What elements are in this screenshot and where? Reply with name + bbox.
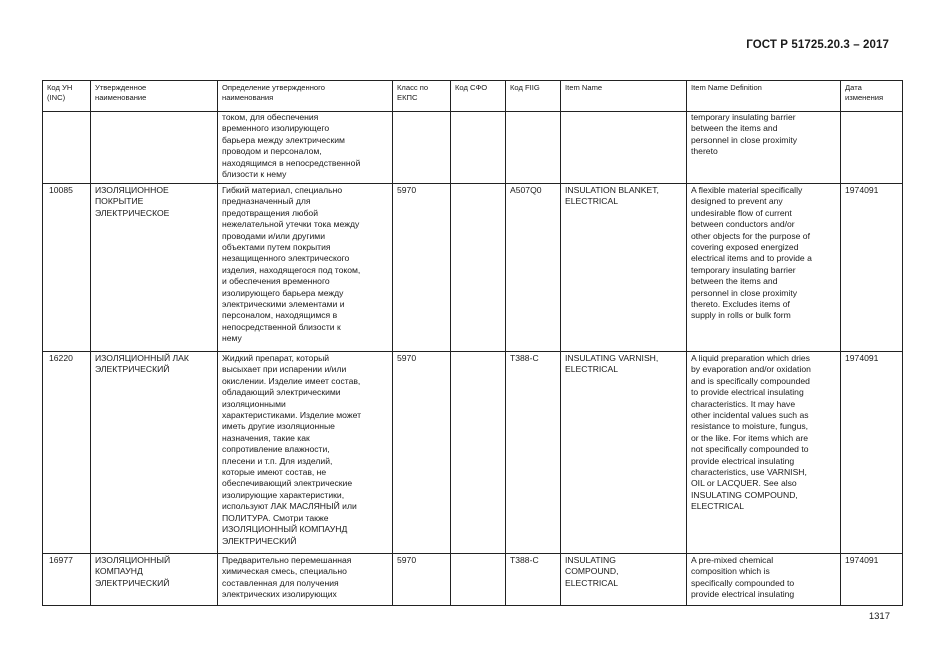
cell-definition: Жидкий препарат, который высыхает при испарении и/или окислении. Изделие имеет состав, обладающий электрическими изоляционными характеристиками. Изделие может иметь другие изоляционные назначения, такие как сопротивление влажности, плесени и т.п. Для изделий, которые имеют состав, не обеспечивающий электрические изолирующие характеристики, используют ЛАК МАСЛЯНЫЙ или ПОЛИТУРА. Смотри также ИЗОЛЯЦИОННЫЙ КОМПАУНД ЭЛЕКТРИЧЕСКИЙ: [218, 352, 393, 554]
header-ekps-class: Класс по ЕКПС: [393, 81, 451, 112]
cell-ekps-class: 5970: [393, 352, 451, 554]
cell-ekps-class: 5970: [393, 184, 451, 352]
classification-table: [42, 80, 903, 606]
cell-sfo-code: [451, 184, 506, 352]
cell-item-name: INSULATION BLANKET, ELECTRICAL: [561, 184, 687, 352]
cell-sfo-code: [451, 112, 506, 184]
header-item-name-definition: Item Name Definition: [687, 81, 841, 112]
cell-fiig-code: T388-C: [506, 352, 561, 554]
table-row: [43, 112, 903, 184]
header-item-name: Item Name: [561, 81, 687, 112]
cell-change-date: 1974091: [841, 554, 903, 606]
cell-inc: [43, 112, 91, 184]
cell-sfo-code: [451, 352, 506, 554]
cell-fiig-code: [506, 112, 561, 184]
cell-definition: Гибкий материал, специально предназначенный для предотвращения любой нежелательной утечки тока между проводами и/или другими объектами путем покрытия незащищенного электрического изделия, находящегося под током, и обеспечения временного изолирующего барьера между электрическими элементами и персоналом, находящимся в непосредственной близости к нему: [218, 184, 393, 352]
doc-code: ГОСТ Р 51725.20.3 – 2017: [746, 39, 889, 51]
cell-ekps-class: [393, 112, 451, 184]
cell-inc: 16977: [43, 554, 91, 606]
cell-item-name-definition: temporary insulating barrier between the items and personnel in close proximity thereto: [687, 112, 841, 184]
cell-definition: током, для обеспечения временного изолирующего барьера между электрическим проводом и персоналом, находящимся в непосредственной близости к нему: [218, 112, 393, 184]
cell-item-name-definition: A pre-mixed chemical composition which is specifically compounded to provide electrical insulating: [687, 554, 841, 606]
header-approved-name: Утвержденное наименование: [91, 81, 218, 112]
cell-inc: 16220: [43, 352, 91, 554]
cell-change-date: [841, 112, 903, 184]
cell-sfo-code: [451, 554, 506, 606]
cell-item-name-definition: A liquid preparation which dries by evaporation and/or oxidation and is specifically compounded to provide electrical insulating characteristics. It may have other incidental values such as resistance to moisture, fungus, or the like. For items which are not specifically compounded to provide electrical insulating characteristics, use VARNISH, OIL or LACQUER. See also INSULATING COMPOUND, ELECTRICAL: [687, 352, 841, 554]
cell-approved-name: ИЗОЛЯЦИОННЫЙ КОМПАУНД ЭЛЕКТРИЧЕСКИЙ: [91, 554, 218, 606]
table-row: [43, 554, 903, 606]
cell-fiig-code: A507Q0: [506, 184, 561, 352]
header-definition: Определение утвержденного наименования: [218, 81, 393, 112]
cell-definition: Предварительно перемешанная химическая смесь, специально составленная для получения электрических изолирующих: [218, 554, 393, 606]
cell-item-name: INSULATING VARNISH, ELECTRICAL: [561, 352, 687, 554]
cell-inc: 10085: [43, 184, 91, 352]
header-fiig-code: Код FIIG: [506, 81, 561, 112]
cell-item-name: [561, 112, 687, 184]
table-row: [43, 352, 903, 554]
table-row: [43, 184, 903, 352]
header-sfo-code: Код СФО: [451, 81, 506, 112]
cell-item-name-definition: A flexible material specifically designed to prevent any undesirable flow of current between conductors and/or other objects for the purpose of covering exposed energized electrical items and to provide a temporary insulating barrier between the items and personnel in close proximity thereto. Excludes items of supply in rolls or bulk form: [687, 184, 841, 352]
cell-approved-name: ИЗОЛЯЦИОННЫЙ ЛАК ЭЛЕКТРИЧЕСКИЙ: [91, 352, 218, 554]
header-inc: Код УН (INC): [43, 81, 91, 112]
cell-change-date: 1974091: [841, 352, 903, 554]
table-header-row: [43, 81, 903, 112]
cell-fiig-code: T388-C: [506, 554, 561, 606]
header-change-date: Дата изменения: [841, 81, 903, 112]
cell-item-name: INSULATING COMPOUND, ELECTRICAL: [561, 554, 687, 606]
cell-approved-name: ИЗОЛЯЦИОННОЕ ПОКРЫТИЕ ЭЛЕКТРИЧЕСКОЕ: [91, 184, 218, 352]
cell-change-date: 1974091: [841, 184, 903, 352]
page-number: 1317: [868, 611, 890, 622]
cell-ekps-class: 5970: [393, 554, 451, 606]
cell-approved-name: [91, 112, 218, 184]
